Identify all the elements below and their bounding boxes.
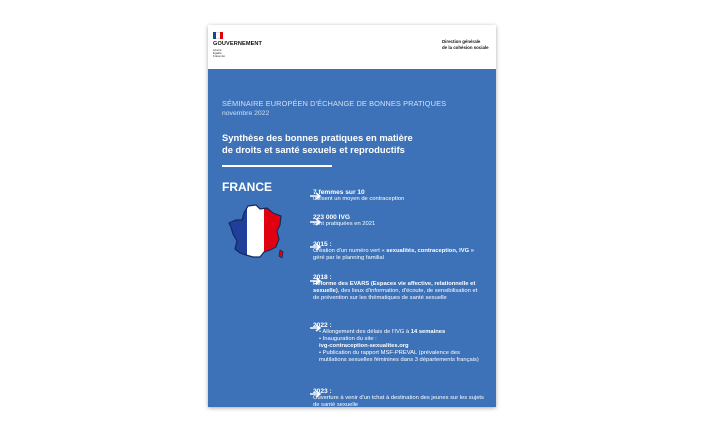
stat-caption: utilisent un moyen de contraception — [313, 196, 405, 202]
title-line: de droits et santé sexuels et reproductifs — [222, 144, 405, 155]
french-flag-icon — [213, 32, 223, 39]
timeline-item-2023 — [313, 388, 485, 409]
document-page — [208, 25, 496, 407]
bullet-item: • Allongement des délais de l'IVG à 14 semaines — [319, 329, 485, 336]
stat-item — [313, 214, 485, 228]
timeline-year: 2018 : — [313, 274, 332, 281]
department-line: Direction générale — [442, 39, 481, 44]
france-map-flag-icon — [226, 203, 286, 261]
stat-value: 7 femmes sur 10 — [313, 189, 365, 196]
page-header — [208, 25, 496, 69]
timeline-text: Création d'un numéro vert « sexualités, contraception, IVG » géré par le planning familial — [313, 248, 474, 261]
timeline-item-2018 — [313, 274, 485, 302]
timeline-year: 2023 : — [313, 388, 332, 395]
bullet-item: • Publication du rapport MSF-PREVAL (prévalence des mutilations sexuelles féminines dans 3 départements français) — [319, 350, 485, 364]
timeline-item-2022 — [313, 322, 485, 364]
motto-line: Fraternité — [213, 54, 225, 59]
page-title — [222, 132, 413, 156]
stat-item — [313, 189, 485, 203]
title-line: Synthèse des bonnes pratiques en matière — [222, 132, 413, 143]
department-label — [442, 39, 494, 50]
republic-motto — [213, 49, 243, 59]
timeline-item-2015 — [313, 241, 485, 262]
government-label: GOUVERNEMENT — [213, 41, 263, 47]
stat-value: 223 000 IVG — [313, 214, 351, 221]
timeline-text: Réforme des EVARS (Espaces vie affective, relationnelle et sexuelle), des lieux d'information, d'écoute, de sensibilisation et de prévention sur les thématiques de santé sexuelle — [313, 281, 478, 301]
department-line: de la cohésion sociale — [442, 44, 489, 50]
blue-content-panel — [208, 69, 496, 407]
seminar-date: novembre 2022 — [222, 110, 270, 117]
timeline-bullets — [313, 329, 485, 364]
country-heading: FRANCE — [222, 180, 272, 194]
timeline-text: Ouverture à venir d'un tchat à destination des jeunes sur les sujets de santé sexuelle — [313, 395, 484, 408]
motto-line: Égalité — [213, 51, 222, 56]
seminar-eyebrow: SÉMINAIRE EUROPÉEN D'ÉCHANGE DE BONNES PRATIQUES — [222, 99, 447, 108]
stat-caption: sont pratiquées en 2021 — [313, 221, 376, 227]
timeline-year: 2015 : — [313, 241, 332, 248]
bullet-item: • Inauguration du site : ivg-contraception-sexualites.org — [319, 336, 485, 350]
title-underline — [222, 165, 332, 167]
motto-line: Liberté — [213, 48, 222, 52]
timeline-year: 2022 : — [313, 322, 332, 329]
